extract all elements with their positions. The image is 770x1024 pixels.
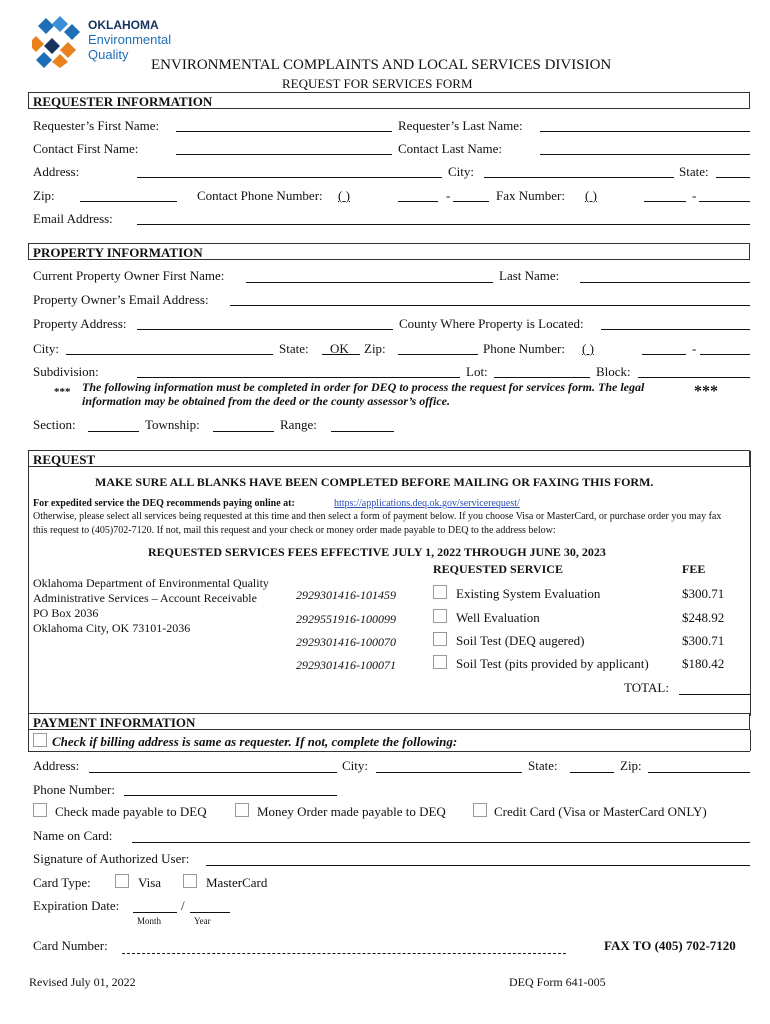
property-phone-label: Phone Number: xyxy=(483,341,565,356)
money-order-label: Money Order made payable to DEQ xyxy=(257,804,446,819)
check-payment-checkbox[interactable] xyxy=(33,803,47,817)
county-field[interactable] xyxy=(601,329,750,330)
owner-first-name-field[interactable] xyxy=(246,282,493,283)
section-field[interactable] xyxy=(88,431,139,432)
property-city-field[interactable] xyxy=(66,354,273,355)
owner-last-name-field[interactable] xyxy=(580,282,750,283)
block-field[interactable] xyxy=(638,377,750,378)
owner-first-name-label: Current Property Owner First Name: xyxy=(33,268,225,283)
left-border xyxy=(28,451,29,716)
range-field[interactable] xyxy=(331,431,394,432)
contact-last-name-field[interactable] xyxy=(540,154,750,155)
fax-number-label: Fax Number: xyxy=(496,188,565,203)
property-phone-line[interactable] xyxy=(700,354,750,355)
billing-same-checkbox[interactable] xyxy=(33,733,47,747)
expiration-year-field[interactable] xyxy=(190,912,230,913)
online-request-link[interactable]: https://applications.deq.ok.gov/servicerequest/ xyxy=(334,498,520,509)
billing-same-label: Check if billing address is same as requester. If not, complete the following: xyxy=(52,734,458,749)
signature-field[interactable] xyxy=(206,865,750,866)
contact-phone-area[interactable]: ( ) xyxy=(338,188,350,203)
logo-line-environmental: Environmental xyxy=(88,32,172,47)
mastercard-checkbox[interactable] xyxy=(183,874,197,888)
credit-card-checkbox[interactable] xyxy=(473,803,487,817)
fax-line[interactable] xyxy=(699,201,750,202)
property-phone-prefix[interactable] xyxy=(642,354,686,355)
expedited-text: For expedited service the DEQ recommends paying online at: xyxy=(33,498,295,509)
owner-last-name-label: Last Name: xyxy=(499,268,560,283)
billing-city-field[interactable] xyxy=(376,772,522,773)
property-address-field[interactable] xyxy=(137,329,393,330)
requester-zip-field[interactable] xyxy=(80,201,177,202)
logo-line-quality: Quality xyxy=(88,47,129,62)
service-name: Soil Test (DEQ augered) xyxy=(456,633,585,648)
billing-city-label: City: xyxy=(342,758,369,773)
property-zip-label: Zip: xyxy=(364,341,386,356)
requester-address-field[interactable] xyxy=(137,177,442,178)
email-field[interactable] xyxy=(137,224,750,225)
request-header: REQUEST xyxy=(28,450,750,467)
expiration-slash: / xyxy=(181,898,185,913)
contact-first-name-label: Contact First Name: xyxy=(33,141,139,156)
fax-to: FAX TO (405) 702-7120 xyxy=(604,938,736,953)
service-name: Existing System Evaluation xyxy=(456,586,601,601)
note-stars-left: *** xyxy=(54,386,71,398)
check-payment-label: Check made payable to DEQ xyxy=(55,804,207,819)
requester-city-field[interactable] xyxy=(484,177,674,178)
billing-divider xyxy=(28,751,750,752)
name-on-card-label: Name on Card: xyxy=(33,828,113,843)
mailing-address-line: Administrative Services – Account Receivable xyxy=(33,591,257,605)
subdivision-label: Subdivision: xyxy=(33,364,99,379)
requester-first-name-label: Requester’s First Name: xyxy=(33,118,160,133)
mailing-address-line: Oklahoma Department of Environmental Quality xyxy=(33,576,269,590)
section-label: Section: xyxy=(33,417,76,432)
service-checkbox-well-evaluation[interactable] xyxy=(433,609,447,623)
service-fee: $180.42 xyxy=(682,656,725,671)
col-fee: FEE xyxy=(682,562,706,576)
service-fee: $300.71 xyxy=(682,586,725,601)
service-code: 2929301416-100071 xyxy=(296,658,396,672)
fax-area[interactable]: ( ) xyxy=(585,188,597,203)
property-city-label: City: xyxy=(33,341,60,356)
requester-header: REQUESTER INFORMATION xyxy=(28,92,750,109)
month-caption: Month xyxy=(137,916,162,926)
contact-phone-line[interactable] xyxy=(453,201,489,202)
card-number-field[interactable] xyxy=(122,952,566,954)
service-code: 2929551916-100099 xyxy=(296,612,396,626)
payment-header: PAYMENT INFORMATION xyxy=(28,713,750,730)
billing-zip-field[interactable] xyxy=(648,772,750,773)
expiration-month-field[interactable] xyxy=(133,912,177,913)
fax-prefix[interactable] xyxy=(644,201,686,202)
signature-label: Signature of Authorized User: xyxy=(33,851,190,866)
billing-phone-label: Phone Number: xyxy=(33,782,115,797)
money-order-checkbox[interactable] xyxy=(235,803,249,817)
billing-left-border xyxy=(28,730,29,751)
requester-first-name-field[interactable] xyxy=(176,131,392,132)
legal-note: The following information must be completed in order for DEQ to process the request for services form. The legal information may be obtained from the deed or the county assessor’s office. xyxy=(82,380,645,408)
billing-address-label: Address: xyxy=(33,758,80,773)
billing-zip-label: Zip: xyxy=(620,758,642,773)
logo-line-oklahoma: OKLAHOMA xyxy=(88,18,159,32)
range-label: Range: xyxy=(280,417,317,432)
lot-field[interactable] xyxy=(494,377,590,378)
township-label: Township: xyxy=(145,417,200,432)
property-header: PROPERTY INFORMATION xyxy=(28,243,750,260)
lot-label: Lot: xyxy=(466,364,488,379)
property-state-value[interactable]: OK xyxy=(330,341,349,356)
requester-state-label: State: xyxy=(679,164,709,179)
property-zip-field[interactable] xyxy=(398,354,478,355)
form-title: ENVIRONMENTAL COMPLAINTS AND LOCAL SERVICES DIVISION xyxy=(151,57,612,73)
mailing-address-line: PO Box 2036 xyxy=(33,606,99,620)
email-label: Email Address: xyxy=(33,211,113,226)
service-checkbox-existing-system[interactable] xyxy=(433,585,447,599)
contact-first-name-field[interactable] xyxy=(176,154,392,155)
county-label: County Where Property is Located: xyxy=(399,316,584,331)
requester-last-name-label: Requester’s Last Name: xyxy=(398,118,523,133)
mastercard-label: MasterCard xyxy=(206,875,268,890)
right-border xyxy=(750,451,751,716)
property-address-label: Property Address: xyxy=(33,316,127,331)
service-code: 2929301416-100070 xyxy=(296,635,396,649)
note-stars-right: *** xyxy=(694,383,718,400)
requester-last-name-field[interactable] xyxy=(540,131,750,132)
col-requested-service: REQUESTED SERVICE xyxy=(433,562,563,576)
billing-state-label: State: xyxy=(528,758,558,773)
block-label: Block: xyxy=(596,364,631,379)
township-field[interactable] xyxy=(213,431,274,432)
expiration-label: Expiration Date: xyxy=(33,898,120,913)
service-name: Soil Test (pits provided by applicant) xyxy=(456,656,649,671)
requester-address-label: Address: xyxy=(33,164,80,179)
subdivision-field[interactable] xyxy=(137,377,460,378)
credit-card-label: Credit Card (Visa or MasterCard ONLY) xyxy=(494,804,707,819)
property-state-label: State: xyxy=(279,341,309,356)
requester-state-field[interactable] xyxy=(716,177,750,178)
property-state-field xyxy=(322,354,360,355)
owner-email-field[interactable] xyxy=(230,305,750,306)
requester-city-label: City: xyxy=(448,164,475,179)
property-phone-area[interactable]: ( ) xyxy=(582,341,594,356)
year-caption: Year xyxy=(194,916,211,926)
make-sure-notice: MAKE SURE ALL BLANKS HAVE BEEN COMPLETED BEFORE MAILING OR FAXING THIS FORM. xyxy=(95,475,654,489)
card-number-label: Card Number: xyxy=(33,938,108,953)
name-on-card-field[interactable] xyxy=(132,842,750,843)
fees-title: REQUESTED SERVICES FEES EFFECTIVE JULY 1, 2022 THROUGH JUNE 30, 2023 xyxy=(148,545,606,559)
service-fee: $300.71 xyxy=(682,633,725,648)
property-phone-dash: - xyxy=(692,341,697,356)
visa-label: Visa xyxy=(138,875,162,890)
contact-phone-label: Contact Phone Number: xyxy=(197,188,323,203)
visa-checkbox[interactable] xyxy=(115,874,129,888)
contact-phone-prefix[interactable] xyxy=(398,201,438,202)
service-fee: $248.92 xyxy=(682,610,725,625)
form-subtitle: REQUEST FOR SERVICES FORM xyxy=(282,76,473,91)
total-field[interactable] xyxy=(679,694,750,695)
contact-last-name-label: Contact Last Name: xyxy=(398,141,502,156)
service-checkbox-soil-test-pits[interactable] xyxy=(433,655,447,669)
service-name: Well Evaluation xyxy=(456,610,540,625)
card-type-label: Card Type: xyxy=(33,875,91,890)
billing-phone-field[interactable] xyxy=(124,795,337,796)
mailing-address xyxy=(33,576,269,636)
revised-date: Revised July 01, 2022 xyxy=(29,975,136,989)
fax-dash: - xyxy=(692,188,697,203)
service-checkbox-soil-test-augered[interactable] xyxy=(433,632,447,646)
deq-logo-mark-icon xyxy=(32,16,84,68)
billing-state-field[interactable] xyxy=(570,772,614,773)
otherwise-text: Otherwise, please select all services being requested at this time and then select a form of payment below. If you choose Visa or MasterCard, or purchase order you may fax this request to (405)702-7120. If not, mail this request and your check or money order made payable to DEQ to the address below: xyxy=(33,511,722,536)
requester-zip-label: Zip: xyxy=(33,188,55,203)
service-code: 2929301416-101459 xyxy=(296,588,396,602)
billing-address-field[interactable] xyxy=(89,772,337,773)
form-number: DEQ Form 641-005 xyxy=(509,975,606,989)
mailing-address-line: Oklahoma City, OK 73101-2036 xyxy=(33,621,191,635)
billing-right-border xyxy=(750,730,751,751)
owner-email-label: Property Owner’s Email Address: xyxy=(33,292,209,307)
total-label: TOTAL: xyxy=(624,680,669,695)
contact-phone-dash: - xyxy=(446,188,451,203)
